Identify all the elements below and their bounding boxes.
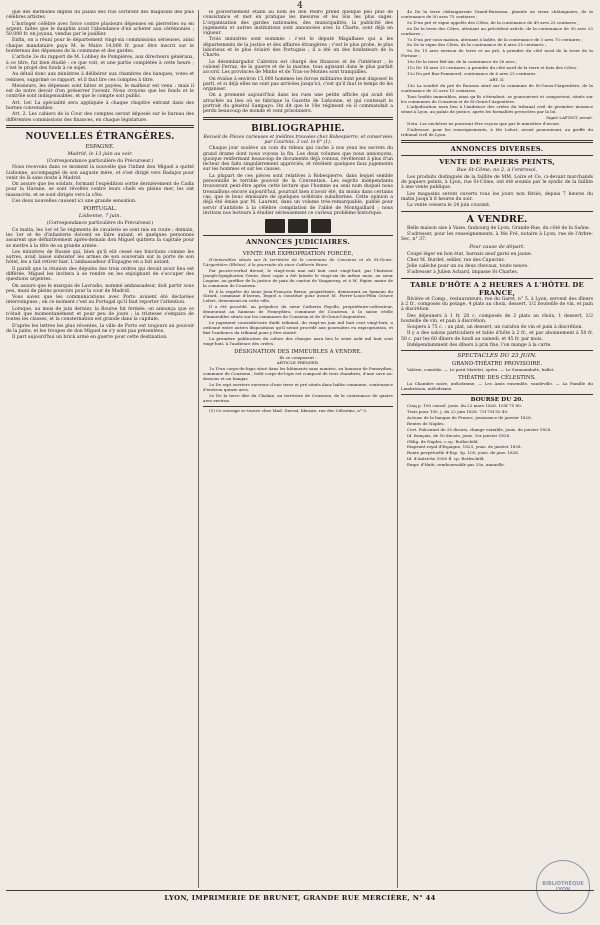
section-heading-foreign-news: NOUVELLES ÉTRANGÈRES. bbox=[25, 130, 175, 142]
paragraph: Nous recevons dans ce moment la nouvelle que l'infant don Miguel a quitté Lisbonne, accompagné de son auguste mère, et s'est dirigé vers Badajoz pour venir de là sans doute à Madrid. bbox=[6, 165, 194, 181]
paragraph: Lorsque, au mois de juin dernier, la Bourse fut fermée, on annonça que ce n'était que momentanément et pour peu de jours ; la tristesse s'empara de toutes les classes, et la consternation est grande dans la capitale. bbox=[6, 306, 194, 323]
paragraph: Rivière et Comp., restaurateurs, rue du Garet, n° 5, à Lyon, servent des dîners à 2 fr., composés du potage, 4 plats au choix, dessert, 1/2 bouteille de vin, et pain à discrétion. bbox=[401, 296, 593, 313]
theatre-name: THÉATRE DES CÉLESTINS. bbox=[458, 375, 536, 382]
theatre-name: GRAND-THÉATRE PROVISOIRE. bbox=[451, 361, 543, 368]
column-rule bbox=[198, 10, 199, 888]
page-number: 4 bbox=[297, 1, 303, 11]
paragraph: Belle maison sise à Vaise, faubourg de Lyon, Grande-Rue, du côté de la Saône. bbox=[407, 225, 591, 231]
bourse-line: Empr. d'Haïti, remboursable par 25e, annuelle. bbox=[407, 462, 506, 468]
stamp-text: BIBLIOTHÈQUE bbox=[542, 881, 584, 887]
paragraph: Jolie calèche pour un ou deux chevaux, toute neuve. bbox=[407, 264, 529, 270]
paragraph: On assure que le marquis de Lavradio, nommé ambassadeur, doit partir sous peu, muni de pleins pouvoirs pour la cour de Madrid. bbox=[6, 283, 194, 294]
paragraph: Enfin, on a réuni pour le département vingt-six commissions sérieuses, ainsi chaque mandataire paya M. le Maire 14,000 fr. pour être inscrit sur le bordereau des dépenses de la commune et des gardes. bbox=[6, 38, 194, 55]
spectacles-heading: SPECTACLES DU 23 JUIN. bbox=[457, 353, 537, 360]
paragraph: Il y a des salons particuliers et table d'hôte à 2 fr., et par abonnement à 50 fr. 50 c. par les 60 dîners de lundi au samedi, et 45 fr. par mois. bbox=[401, 331, 593, 342]
paragraph: Coupé léger en bon état, harnais neuf garni en jaune. bbox=[407, 251, 533, 257]
ad-address: Rue St-Côme, no 2, à l'entresol, bbox=[456, 166, 538, 173]
paragraph: Chaque jour soulève un coin du rideau qui cache à nos yeux les secrets du grand drame dont nous voyons la fin. Les deux volumes que nous annonçons, quoique renfermant beaucoup de documents déjà connus, révéleront à plus d'un lecteur des faits singulièrement appréciés, et révèlent quelques faux jugements sur les hommes et sur les causes. bbox=[203, 146, 393, 173]
ad-subheading: Pour cause de départ. bbox=[469, 243, 525, 250]
paragraph: 11o De 18 ares 25 centiares, à prendre du côté nord de la terre et bois des Côtes ; bbox=[407, 65, 579, 71]
sale-heading: VENTE PAR EXPROPRIATION FORCÉE, bbox=[242, 251, 354, 258]
bourse-line: Trois pour 100, j. du 22 juin 1828. 72f 75f 50 40. bbox=[407, 409, 509, 414]
section-divider bbox=[401, 140, 593, 143]
article-label: ART. II. bbox=[489, 76, 505, 82]
paragraph: Ce matin, les 1er et 5e régiments de cavalerie se sont mis en route ; demain, les 1er et 4e d'infanterie doivent se faire autant, et quelques personnes assurent que définitivement après-demain don Miguel quittera la capitale pour se mettre à la tête de sa grande armée. bbox=[6, 227, 194, 249]
column-rule bbox=[397, 10, 398, 888]
section-heading-bibliography: BIBLIOGRAPHIE. bbox=[251, 122, 345, 134]
paragraph: que des méthodes dignes du palais des rois sortirent des magasins des plus célèbres artistes. bbox=[6, 10, 194, 21]
library-stamp bbox=[536, 860, 590, 914]
bourse-heading: BOURSE DU 20. bbox=[470, 397, 524, 404]
dateline: Lisbonne, 7 juin. bbox=[78, 213, 122, 220]
section-heading-judicial-notices: ANNONCES JUDICIAIRES. bbox=[245, 238, 351, 247]
bourse-line: Actions de la banque de France, jouissance de janvier 1828. bbox=[407, 414, 533, 420]
paragraph: 9o De 15 ares environ de terre et un pré, à prendre du côté nord de la terre de la Fortune ; bbox=[401, 48, 593, 59]
paragraph: Le jugement contradictoire dudit tribunal, du vingt-un juin mil huit cent vingt-huit, a ordonné entre autres dispositions qu'il serait procédé aux poursuites en expropriation, et fixé l'audience du tribunal pour y être statué. bbox=[203, 319, 393, 335]
paragraph: Trois ministres sont nommés : c'est le député Magalhaes qui a les départements de la justice et des affaires étrangères ; c'est le plus probe, le plus laborieux et le plus éclairé des Portugais ; il a été un des fondateurs de la Charte. bbox=[203, 37, 393, 59]
paragraph: S'adresser à Julien Achard, impasse St-Charles. bbox=[407, 270, 519, 276]
imprint-text: LYON, IMPRIMERIE DE BRUNET, GRANDE RUE MERCIÈRE, N° 44 bbox=[164, 894, 436, 902]
byline: (Correspondance particulière du Précurseur.) bbox=[46, 158, 154, 164]
paragraph: L'article 2e du rapport de M. Lobbey de Pompières, aux directeurs généraux, à ce titre, fut bien étudié : ce que voit, et une partie complétée à cette heure ; c'est le projet des fonds à ce sujet. bbox=[6, 55, 194, 71]
paragraph: 12o Du pré Bas-Pommerol, contenance de 6 ares 25 centiares. bbox=[407, 70, 537, 76]
paragraph: D'après les lettres les plus récentes, la ville de Porto est toujours au pouvoir de la junte, et les troupes de don Miguel ne s'y sont pas présentées. bbox=[6, 323, 194, 334]
theatre-programme: Valérie, comédie. — Le petit Matelot, opéra. — Le Somnambule, ballet. bbox=[407, 367, 555, 373]
bourse-line: Rente perpétuelle d'Esp. 5p. 100, jouis. de janv. 1828. bbox=[407, 450, 520, 456]
short-divider bbox=[278, 248, 318, 249]
footnote-divider bbox=[203, 406, 393, 407]
paragraph: D'immeubles situés sur le territoire de la commune de Couzieux et de St-Genis-l'Argentière (Rhône), à la poursuite de sieur Catherin Faure. bbox=[203, 257, 393, 267]
paragraph: On assure que les soldats, formant l'expédition sortie dernièrement de Cadix pour la Havane, se sont révoltés contre leurs chefs en pleine mer, les ont massacrés, et se sont dirigés vers la côte. bbox=[6, 182, 194, 198]
paragraph: 1o D'un corps-de-logis situé dans les bâtiments sans numéro, au hameau de Pomeydieu, commune de Couzieux ; ledit corps-de-logis est composé de trois chambres, d'une cave au-dessous et un hangar. bbox=[203, 366, 393, 382]
paragraph: Il a été procédé, au préjudice du sieur Catherin Fayolle, propriétaire-cultivateur, demeurant au hameau de Pomeydieu, commune de Couzieux, à la saisie réelle d'immeubles situés sur les communes de Couzieux et de St-Genis-l'Argentière. bbox=[203, 304, 393, 320]
theatre-programme: La Chambre noire, mélodrame. — Les Amis ensemble, vaudeville. — La Famille du Lambrisson, mélodrame. bbox=[401, 381, 593, 392]
ad-heading-for-sale: A VENDRE. bbox=[466, 213, 528, 225]
section-divider bbox=[401, 278, 593, 279]
bourse-line: Emprunt royal d'Espagne, 1823, jouis. de janvier 1828. bbox=[407, 444, 522, 450]
paragraph: Messieurs, les dépenses sont faites et payées, le malheur est venu : mais il est de notre devoir d'en préserver l'avenir. Nous croyons que les fonds et le contrôle sont indispensables, et que le compte soit public. bbox=[6, 83, 194, 100]
bourse-line: Cinq p. 100 consol. jouis. du 22 mars 1828. 105f 75 80. bbox=[407, 403, 523, 409]
paragraph: Tous lesdits immeubles, ainsi qu'ils s'étendent, se poursuivent et comportent, situés sur les communes de Couzieux et de St-Genis-l'Argentière. bbox=[401, 93, 593, 104]
paragraph: Par procès-verbal dressé, le vingt-trois mai mil huit cent vingt-huit, par l'huissier Joseph-Symphorien Gente, dont copie a été laissée le vingt-six du même mois, au sieur Lequier, au greffier de la justice de paix du canton de Vaugneray, et à M. Pipier, maire de la commune de Couzieux. bbox=[203, 267, 393, 288]
paragraph: le gouvernement établi au nom de don Pedro prend quelque peu plus de consistance et met en pratique les mesures et les lois les plus sages. L'organisation des gardes nationales, des municipalités, la publicité des jugements et autres institutions sont annoncées avec la Charte, sont déjà en vigueur. bbox=[203, 10, 393, 37]
paragraph: Le désembargador Cabreira est chargé des finances et de l'intérieur ; le colonel Ferraz, de la guerre et de la marine, tous agissant dans le plus parfait accord. Les provinces de Minho et de Tras-os-Montes sont tranquilles. bbox=[203, 59, 393, 76]
paragraph: 3o De la terre dite du Chalaix, au territoire de Couzieux, de la contenance de quatre ares environ. bbox=[203, 392, 393, 403]
article-label: ARTICLE PREMIER. bbox=[276, 360, 320, 366]
bourse-line: Rentes de Naples. bbox=[407, 420, 445, 426]
section-divider bbox=[203, 235, 393, 236]
paragraph: Au détail donc aux ministres à délibérer aux chambres des banques, votes et remises, supprimé ce rapport, et il faut lire ces comptes à titre. bbox=[6, 72, 194, 83]
paragraph: Les magasins seront ouverts tous les jours non fériés, depuis 7 heures du matin jusqu'à 8 heures du soir. bbox=[401, 191, 593, 203]
paragraph: La vente cessera le 24 juin courant. bbox=[407, 203, 491, 209]
paragraph: On évalue à environ 15,000 hommes les forces militaires dont peut disposer le parti, et si déjà elles ne sont pas arrivées jusqu'ici, c'est qu'il faut le temps de les organiser. bbox=[203, 76, 393, 93]
column-3 bbox=[401, 10, 593, 888]
paragraph: Et à la requête du sieur Jean-François Berne, propriétaire, demeurant au hameau du Girard, commune d'Izeron, lequel a constitué pour avoué M. Pierre-Louis-Félix Octave Lefort, demeurant en cette ville. bbox=[203, 288, 393, 304]
paragraph: La première publication du cahier des charges aura lieu le seize août mil huit cent vingt-huit, à l'audience des criées. bbox=[203, 335, 393, 346]
column-2 bbox=[203, 10, 393, 888]
section-divider bbox=[401, 394, 593, 395]
paragraph: Chez M. Burdet, sellier, rue des Capucins. bbox=[407, 257, 506, 263]
column-1 bbox=[6, 10, 194, 888]
section-divider bbox=[6, 125, 194, 128]
section-divider bbox=[401, 211, 593, 212]
bourse-line: Id. d'Autriche 1000 fl. cp. Rothschild. bbox=[407, 456, 485, 462]
paragraph: 10o De la terre Bel-Air, de la contenance de 26 ares ; bbox=[407, 59, 518, 65]
bourse-line: Id. français, de 50 ducats, jouis. 1er janvier 1828. bbox=[407, 432, 511, 438]
designation-subheading: Ils se composent : bbox=[279, 354, 317, 360]
paragraph: Il part aujourd'hui un brick armé en guerre pour cette destination. bbox=[12, 335, 168, 341]
paragraph: Ces deux nouvelles causent ici une grande sensation. bbox=[12, 199, 137, 205]
ad-heading-wallpaper: VENTE DE PAPIERS PEINTS, bbox=[439, 157, 555, 166]
ornament-divider bbox=[203, 219, 393, 233]
paragraph: 4o De la terre châtaigneraie Grand-Ruisseau, plantée en vieux châtaigniers, de la contenance de 50 ares 75 centiares ; bbox=[401, 10, 593, 19]
paragraph: L'adjudication aura lieu à l'audience des criées du tribunal civil de première instance séant à Lyon, au palais de justice, après les formalités prescrites par la loi. bbox=[401, 104, 593, 115]
paragraph: Nota. Les enchères ne pourront être reçues que par le ministère d'avoué. bbox=[407, 121, 561, 127]
paragraph: S'adresser, pour les renseignements, à Me Lefort, avoué poursuivant, au greffe du tribunal civil de Lyon. bbox=[401, 127, 593, 137]
ad-heading-table-dhote: TABLE D'HÔTE A 2 HEURES A L'HÔTEL DE FRANCE, bbox=[410, 280, 584, 297]
paragraph: S'adresser, pour les renseignements, à Me Fré, notaire à Lyon, rue de l'Arbre-Sec, n° 37. bbox=[401, 231, 593, 243]
paragraph: 5o D'un pré et vigne appelés des Côtes, de la contenance de 49 ares 25 centiares ; bbox=[407, 19, 579, 25]
paragraph: Les produits distingués de la faillite de MM. Loire et Ce, ci-devant marchands de papiers peints, à Lyon, rue St-Côme, ont été soumis par le syndic de la faillite à une vente publique. bbox=[401, 174, 593, 191]
byline: (Correspondance particulière du Précurseur.) bbox=[46, 221, 154, 227]
paragraph: 13o La totalité du pré de Ruisson situé sur la commune de St-Genis-l'Argentière, de la contenance de 32 ares 15 centiares. bbox=[401, 82, 593, 93]
paragraph: Soupers à 75 c. : un plat, un dessert, un carafon de vin et pain à discrétion. bbox=[407, 325, 583, 331]
paragraph: On a promené aujourd'hui dans les rues une petite affiche qui avait été arrachée au lieu où se fabrique la Gazette de Lisbonne, et qui contenait le portrait du général Sampayo. On dit que le 10e régiment où il commandait a perdu beaucoup de monde et cent prisonniers. bbox=[203, 93, 393, 115]
bourse-line: Oblig. de Naples, c.cp. Rothschild. bbox=[407, 438, 479, 444]
paragraph: Vous savez que les communications avec Porto avaient été déclarées interrompues ; en ce moment c'est au Portugal qu'il faut reporter l'attention. bbox=[6, 295, 194, 306]
paragraph: Les ministres de Russie qui, bien qu'il eût cessé ses fonctions comme les autres, avait laissé subsister les armes de son souverain sur la porte de son hôtel, les a fait retirer hier. L'ambassadeur d'Espagne en a fait autant. bbox=[6, 249, 194, 266]
country-heading-spain: ESPAGNE. bbox=[85, 143, 115, 150]
paragraph: Il paraît que la réunion des députés des trois ordres qui devait avoir lieu est différée. Miguel les invitera à se rendre en les enjoignant de s'occuper des questions urgentes. bbox=[6, 266, 194, 283]
footnote: (1) Ce ouvrage se trouve chez Mad. Durval, libraire, rue des Célestins, n° 5. bbox=[209, 407, 368, 413]
stamp-text: LYON bbox=[555, 887, 571, 893]
section-divider bbox=[401, 350, 593, 351]
country-heading-portugal: PORTUGAL. bbox=[83, 206, 117, 213]
paragraph: Indépendamment des dîners à prix fixe, l'on mange à la carte. bbox=[407, 343, 552, 349]
book-title: Recueil de Pièces curieuses et inédites trouvées chez Robespierre, et conservées par Courtois. 3 vol. in-8° (1). bbox=[203, 134, 393, 145]
dateline: Madrid, le 13 juin au soir. bbox=[67, 150, 133, 157]
paragraph: Art. 1er. La spécialité sera appliquée à chaque chapitre entrant dans des bornes convenables. bbox=[6, 100, 194, 112]
paragraph: 6o De la terre des Côtes, attenant au précédent article, de la contenance de 30 ares 25 centiares ; bbox=[401, 25, 593, 36]
paragraph: La plupart de ces pièces sont relatives à Robespierre, dans lequel semble personnifié le terrible pouvoir de la Convention. Les esprits indépendants trouveront peut-être après cette lecture que l'homme au seul nom duquel nous tressaillons encore aujourd'hui, pourrait bien n'avoir été, du moins dans certains cas, que le bouc émissaire de quelques scélérats subalternes. Cette opinion a déjà été émise par M. Laurent, dans un volume très-remarquable, publié pour servir d'antidote à la célèbre compilation de l'abbé de Montgaillard ; nous invitons nos lecteurs à étudier sérieusement ce curieux problème historique. bbox=[203, 173, 393, 216]
imprint-footer bbox=[6, 890, 594, 902]
paragraph: Des déjeuners à 1 fr. 20 c. composés de 2 plats au choix, 1 dessert, 1/2 bouteille de vin, et pain à discrétion. bbox=[401, 313, 593, 324]
section-divider bbox=[203, 117, 393, 120]
signature: Signé LAFONT, avoué. bbox=[546, 115, 593, 121]
paragraph: 8o De la vigne des Côtes, de la contenance de 6 ares 25 centiares ; bbox=[407, 42, 547, 48]
paragraph: 2o De sept ouvriers environs d'une terre et pré situés dans ladite commune, contenance d'environ quinze ares. bbox=[203, 382, 393, 392]
bourse-line: Cert. Falconnet de 25 ducats, change variable, jouis. de janvier 1828. bbox=[407, 426, 552, 432]
paragraph: 7o D'un pré sous maison, attenant à ladite, de la contenance de 3 ares 75 centiares ; bbox=[407, 36, 584, 42]
paragraph: L'horloger célèbre avec force contre plusieurs dépenses en pierreries ou en argent, faites que le dauphin avait l'abondance d'en acheter aux cérémonies ; 50,000 fr. en joyaux, vendus par le joaillier. bbox=[6, 21, 194, 38]
section-divider bbox=[401, 155, 593, 156]
designation-heading: DÉSIGNATION DES IMMEUBLES A VENDRE. bbox=[234, 348, 362, 355]
section-heading-various-notices: ANNONCES DIVERSES. bbox=[450, 144, 544, 153]
paragraph: Art. 2. Les cahiers de la Cour des comptes seront déposés sur le bureau des différentes commissions des finances, en chaque législature. bbox=[6, 112, 194, 123]
